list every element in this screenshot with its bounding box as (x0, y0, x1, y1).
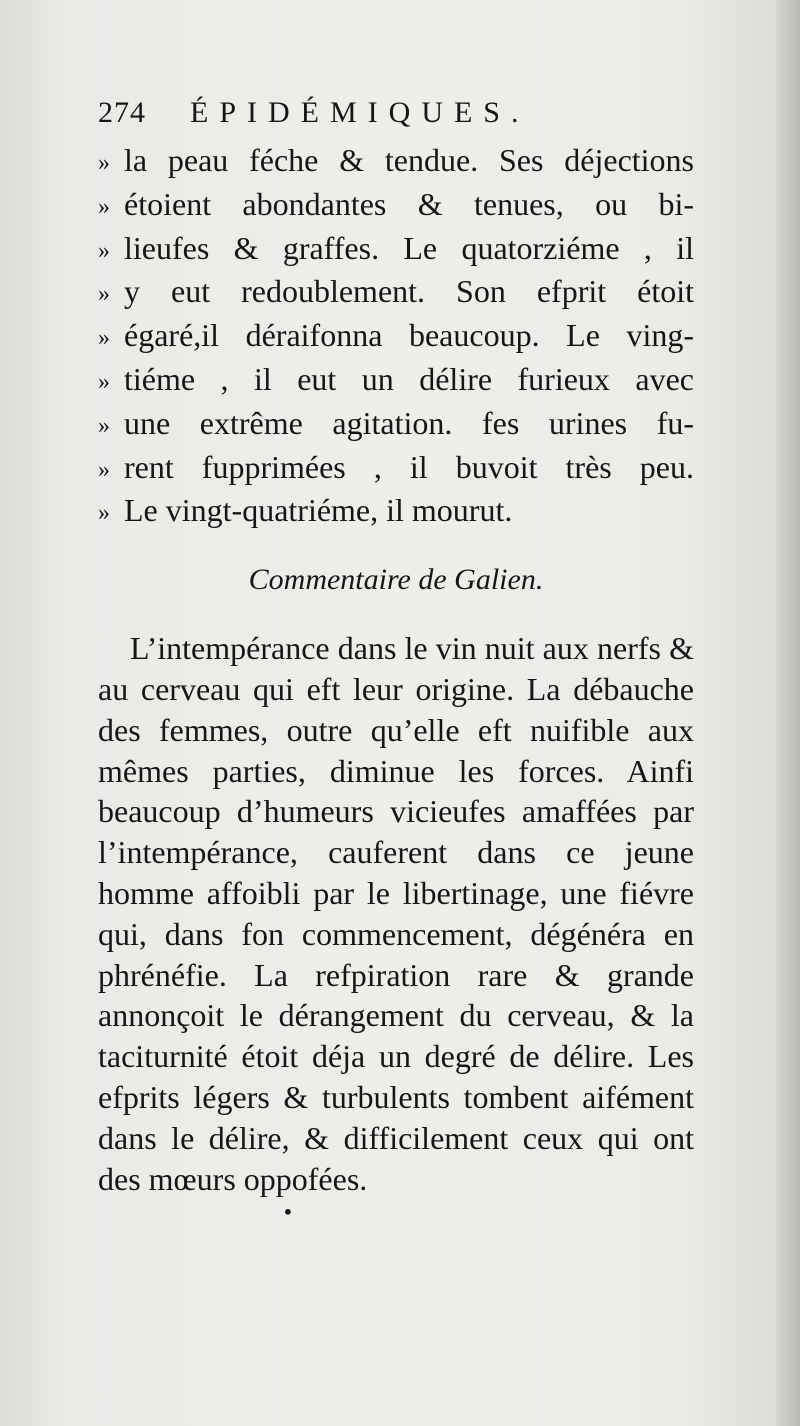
stray-mark: • (282, 1200, 294, 1224)
quote-line (98, 140, 694, 184)
quote-line (98, 403, 694, 447)
running-title: ÉPIDÉMIQUES. (190, 96, 530, 129)
quote-line-text: étoient abondantes & tenues, ou bi- (124, 185, 694, 222)
quote-line-text: rent fupprimées , il buvoit très peu. (124, 448, 694, 485)
quote-line-text: Le vingt-quatriéme, il mourut. (124, 492, 513, 529)
quote-mark: » (98, 500, 110, 527)
page-header (98, 96, 694, 140)
quote-line-text: y eut redoublement. Son efprit étoit (124, 273, 694, 310)
quote-mark: » (98, 325, 110, 352)
quote-mark: » (98, 281, 110, 308)
quote-line (98, 271, 694, 315)
quote-mark: » (98, 456, 110, 483)
quote-line (98, 228, 694, 272)
quote-line (98, 315, 694, 359)
section-title: Commentaire de Galien. (248, 563, 544, 597)
quote-line (98, 359, 694, 403)
quote-line (98, 184, 694, 228)
quote-line-text: tiéme , il eut un délire furieux avec (124, 360, 694, 397)
quote-line-text: égaré,il déraifonna beaucoup. Le ving- (124, 317, 694, 354)
quote-mark: » (98, 193, 110, 220)
quote-mark: » (98, 237, 110, 264)
page-text-block (98, 96, 694, 1231)
quote-mark: » (98, 412, 110, 439)
quote-line (98, 490, 694, 534)
page-gutter (776, 0, 800, 1426)
quote-line (98, 447, 694, 491)
quote-mark: » (98, 368, 110, 395)
quoted-passage (98, 140, 694, 534)
quote-line-text: une extrême agitation. fes urines fu- (124, 404, 694, 441)
quote-line-text: la peau féche & tendue. Ses déjections (124, 142, 694, 178)
quote-line-text: lieufes & graffes. Le quatorziéme , il (124, 229, 694, 266)
commentary-paragraph: L’intempérance dans le vin nuit aux nerfs & au cerveau qui eft leur origine. La débauche des femmes, outre qu’elle eft nuifible aux mêmes parties, diminue les forces. Ainfi beaucoup d’humeurs vicieufes amaffées par l’intempérance, cauferent dans ce jeune homme affoibli par le libertinage, une fiévre qui, dans fon commencement, dégénéra en phrénéfie. La refpiration rare & grande annonçoit le dérangement du cerveau, & la taciturnité étoit déja un degré de délire. Les efprits légers & turbulents tombent aifément dans le délire, & difficilement ceux qui ont des mœurs oppofées. (98, 630, 694, 1197)
quote-mark: » (98, 150, 110, 176)
page-number: 274 (98, 96, 146, 129)
